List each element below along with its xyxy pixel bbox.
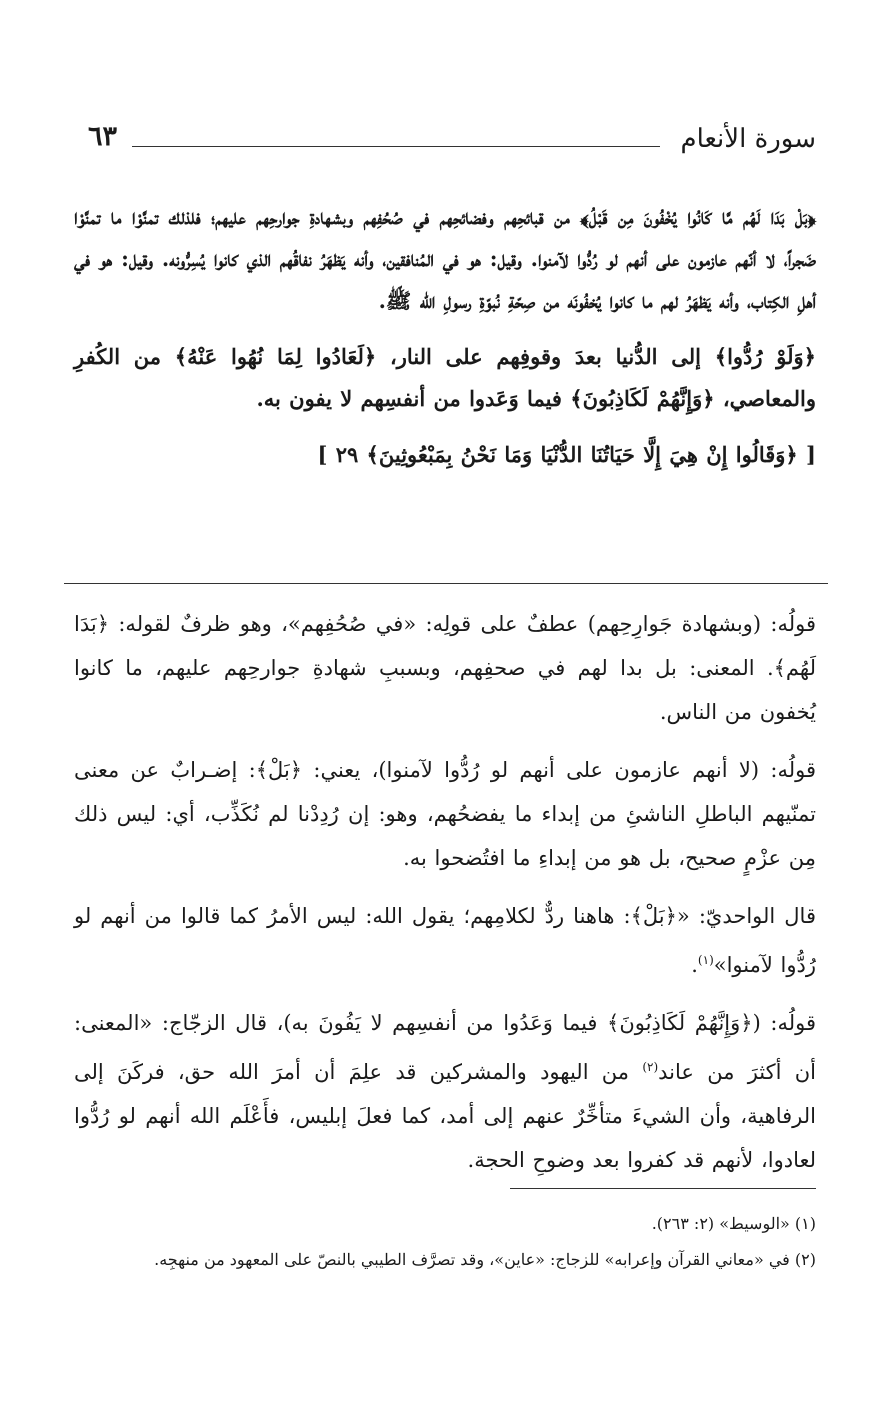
verse-heading: [ ﴿وَقَالُوا إِنْ هِيَ إِلَّا حَيَاتُنَا الدُّنْيَا وَمَا نَحْنُ بِمَبْعُوثِينَ﴾ ٢٩ ] bbox=[317, 442, 816, 467]
footnote-2: (٢) في «معاني القرآن وإعرابه» للزجاج: «عاين»، وقد تصرَّف الطيبي بالنصّ على المعهود من منهجِه. bbox=[154, 1250, 816, 1269]
commentary-4-text-b: من اليهود والمشركين قد علِمَ أن أمرَ الله حق، فركَنَ إلى الرفاهية، وأن الشيءَ متأخِّرٌ عنهم إلى أمد، كما فعلَ إبليس، فأَعْلَم الله أنهم لو رُدُّوا لعادوا، لأنهم قد كفروا بعد وضوحِ الحجة. bbox=[74, 1060, 816, 1172]
footnote-separator bbox=[510, 1188, 816, 1189]
section-separator bbox=[64, 583, 828, 584]
commentary-paragraph-4 bbox=[74, 1001, 816, 1182]
commentary-paragraph-1: قولُه: (وبشهادة جَوارِحِهم) عطفٌ على قولِه: «في صُحُفِهم»، وهو ظرفٌ لقوله: ﴿بَدَا لَهُم﴾. المعنى: بل بدا لهم في صحفِهم، وبسببِ شهادةِ جوارحِهم عليهم، ما كانوا يُخفون من الناس. bbox=[74, 612, 816, 724]
verse-paragraph-1: ﴿بَلْ بَدَا لَهُم مَّا كَانُوا يُخْفُونَ مِن قَبْلُ﴾ من قبائحِهم وفضائحِهم في صُحُفِهم وبشهادةِ جوارحِهم عليهم؛ فلذلك تمنَّوْا ما تمنَّوْا ضَجراً، لا أنّهم عازمون على أنهم لو رُدُّوا لآمنوا. وقيل: هو في المُنافقين، وأنه يَظهَرُ نفاقُهم الذي كانوا يُسِرُّونه. وقيل: هو في أهلِ الكِتاب، وأنه يَظهَرُ لهم ما كانوا يُخفُونَه من صِحّةِ نُبوّةِ رسولِ الله ﷺ. bbox=[74, 204, 816, 313]
page-header bbox=[74, 118, 816, 158]
main-text bbox=[74, 196, 816, 490]
commentary-paragraph-2: قولُه: (لا أنهم عازمون على أنهم لو رُدُّوا لآمنوا)، يعني: ﴿بَلْ﴾: إضـرابٌ عن معنى تمنّيهم الباطلِ الناشئِ من إبداء ما يفضحُهم، وهو: إن رُدِدْنا لم نُكَذِّب، أي: ليس ذلك مِن عزْمٍ صحيح، بل هو من إبداءِ ما افتُضحوا به. bbox=[74, 758, 816, 870]
verse-paragraph-2: ﴿وَلَوْ رُدُّوا﴾ إلى الدُّنيا بعدَ وقوفِهم على النار، ﴿لَعَادُوا لِمَا نُهُوا عَنْهُ﴾ من الكُفرِ والمعاصي، ﴿وَإِنَّهُمْ لَكَاذِبُونَ﴾ فيما وَعَدوا من أنفسِهم لا يفون به. bbox=[74, 344, 816, 411]
surah-title: سورة الأنعام bbox=[680, 124, 816, 154]
footnote-1: (١) «الوسيط» (٢: ٢٦٣). bbox=[651, 1214, 816, 1233]
commentary bbox=[74, 602, 816, 1196]
commentary-4-text-a: قولُه: (﴿وَإِنَّهُمْ لَكَاذِبُونَ﴾ فيما وَعَدُوا من أنفسِهم لا يَفُونَ به)، قال الزجّاج: «المعنى: أن أكثرَ من عاند bbox=[74, 1011, 816, 1084]
commentary-3-text: قال الواحديّ: «﴿بَلْ﴾: هاهنا ردٌّ لكلامِهم؛ يقول الله: ليس الأمرُ كما قالوا من أنهم لو رُدُّوا لآمنوا» bbox=[74, 904, 816, 977]
book-page bbox=[74, 0, 816, 1410]
footnote-ref-2[interactable]: (٢) bbox=[642, 1060, 659, 1074]
header-rule bbox=[132, 146, 660, 147]
commentary-3-end: . bbox=[691, 953, 698, 977]
footnotes bbox=[74, 1206, 816, 1278]
footnote-ref-1[interactable]: (١) bbox=[697, 953, 714, 967]
page-number: ٦٣ bbox=[88, 121, 118, 152]
commentary-paragraph-3 bbox=[74, 894, 816, 987]
